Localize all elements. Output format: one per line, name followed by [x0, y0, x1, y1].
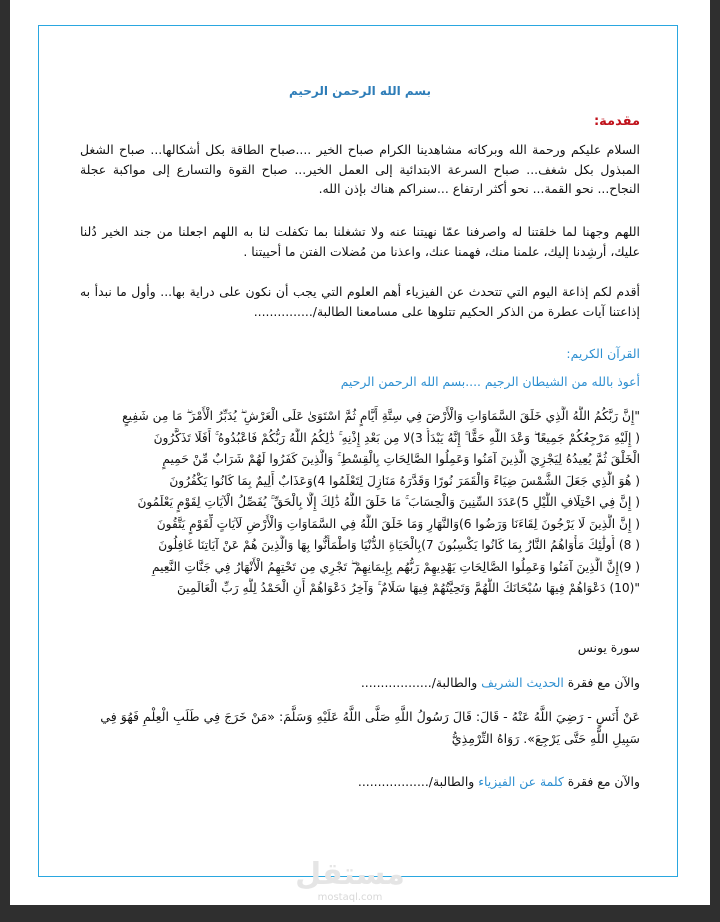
document-page — [10, 0, 710, 905]
verse-line: ( 8) أُولَٰئِكَ مَأْوَاهُمُ النَّارُ بِمَا كَانُوا يَكْسِبُونَ 7)بِالْحَيَاةِ الدُّنْيَا وَاطْمَأَنُّوا بِهَا وَالَّذِينَ هُمْ عَنْ آيَاتِنَا غَافِلُونَ — [158, 538, 640, 552]
verse-line: ( هُوَ الَّذِي جَعَلَ الشَّمْسَ ضِيَاءً وَالْقَمَرَ نُورًا وَقَدَّرَهُ مَنَازِلَ لِتَعْلَمُوا 4)وَعَذَابٌ أَلِيمٌ بِمَا كَانُوا يَكْفُرُونَ — [169, 473, 640, 488]
greeting-paragraph: السلام عليكم ورحمة الله وبركاته مشاهدينا الكرام صباح الخير ....صباح الطاقة بكل أشكالها... صباح الشغل المبذول بكل شغف... صباح السرعة الابتدائية إلى العمل الخير... صباح القوة والتسارع إلى مواكبة عجلة النجاح... نحو القمة... نحو أكثر ارتفاع ...سنراكم هناك بإذن الله. — [80, 142, 640, 196]
physics-intro-highlight: كلمة عن الفيزياء — [478, 774, 564, 789]
hadith-intro-suffix: والطالبة/.................. — [360, 675, 482, 690]
watermark-latin: mostaql.com — [317, 892, 383, 903]
verse-line: "(10) دَعْوَاهُمْ فِيهَا سُبْحَانَكَ اللَّهُمَّ وَتَحِيَّتُهُمْ فِيهَا سَلَامٌ ۚ وَآخِرُ دَعْوَاهُمْ أَنِ الْحَمْدُ لِلَّهِ رَبِّ الْعَالَمِينَ — [176, 581, 640, 595]
prayer-paragraph: اللهم وجهنا لما خلقتنا له واصرفنا عمّا نهيتنا عنه ولا تشغلنا بما تكفلت لنا به اللهم اجعلنا من جند الخير دُلنا عليك، أرشِدنا إليك، علمنا منك، فهمنا عنك، واعذنا من مُضلات الفتن ما أحييتنا . — [80, 224, 640, 259]
hadith-text: عَنْ أَنَسٍ - رَضِيَ اللَّهُ عَنْهُ - قَالَ: قَالَ رَسُولُ اللَّهِ صَلَّى اللَّهُ عَلَيْهِ وَسَلَّمَ: «مَنْ خَرَجَ فِي طَلَبِ الْعِلْمِ فَهُوَ فِي سَبِيلِ اللَّهِ حَتَّى يَرْجِعَ». رَوَاهُ التِّرْمِذِيُّ — [100, 709, 640, 746]
hadith-intro-line — [361, 675, 640, 690]
physics-intro-prefix: والآن مع فقرة — [563, 774, 640, 789]
presentation-paragraph: أقدم لكم إذاعة اليوم التي تتحدث عن الفيزياء أهم العلوم التي يجب أن نكون على دراية بها... وأول ما نبدأ به إذاعتنا آيات عطرة من الذكر الحكيم تتلوها على مسامعنا الطالبة/............... — [80, 284, 640, 319]
verse-line: ( إِلَيْهِ مَرْجِعُكُمْ جَمِيعًا ۖ وَعْدَ اللَّهِ حَقًّا ۚ إِنَّهُ يَبْدَأُ 3)لا مِن بَعْدِ إِذْنِهِ ۚ ذَٰلِكُمُ اللَّهُ رَبُّكُمْ فَاعْبُدُوهُ ۚ أَفَلَا تَذَكَّرُونَ — [153, 430, 640, 445]
physics-intro-suffix: والطالبة/.................. — [357, 774, 479, 789]
verse-line: ( إِنَّ الَّذِينَ لَا يَرْجُونَ لِقَاءَنَا وَرَضُوا 6)وَالنَّهَارِ وَمَا خَلَقَ اللَّهُ فِي السَّمَاوَاتِ وَالْأَرْضِ لَآيَاتٍ لِّقَوْمٍ يَتَّقُونَ — [156, 516, 640, 531]
quran-heading: القرآن الكريم: — [566, 346, 640, 361]
verse-line: الْخَلْقَ ثُمَّ يُعِيدُهُ لِيَجْزِيَ الَّذِينَ آمَنُوا وَعَمِلُوا الصَّالِحَاتِ بِالْقِسْطِ ۚ وَالَّذِينَ كَفَرُوا لَهُمْ شَرَابٌ مِّنْ حَمِيمٍ — [162, 452, 640, 466]
hadith-intro-prefix: والآن مع فقرة — [563, 675, 640, 690]
verse-line: ( 9)إِنَّ الَّذِينَ آمَنُوا وَعَمِلُوا الصَّالِحَاتِ يَهْدِيهِمْ رَبُّهُم بِإِيمَانِهِمْ ۖ تَجْرِي مِن تَحْتِهِمُ الْأَنْهَارُ فِي جَنَّاتِ النَّعِيمِ — [152, 559, 640, 574]
mostaql-watermark-logo — [290, 858, 410, 906]
intro-heading: مقدمة: — [593, 114, 640, 129]
watermark-arabic: مستقل — [295, 857, 405, 892]
quran-verses — [80, 406, 640, 600]
isti3adha-line: أعوذ بالله من الشيطان الرجيم ....بسم الله الرحمن الرحيم — [340, 374, 640, 389]
verse-line: "إِنَّ رَبَّكُمُ اللَّهُ الَّذِي خَلَقَ السَّمَاوَاتِ وَالْأَرْضَ فِي سِتَّةِ أَيَّامٍ ثُمَّ اسْتَوَىٰ عَلَى الْعَرْشِ ۖ يُدَبِّرُ الْأَمْرَ ۖ مَا مِن شَفِيعٍ — [122, 409, 640, 423]
verse-line: ( إِنَّ فِي اخْتِلَافِ اللَّيْلِ 5)عَدَدَ السِّنِينَ وَالْحِسَابَ ۚ مَا خَلَقَ اللَّهُ ذَٰلِكَ إِلَّا بِالْحَقِّ ۚ يُفَصِّلُ الْآيَاتِ لِقَوْمٍ يَعْلَمُونَ — [137, 495, 640, 509]
physics-intro-line — [358, 774, 640, 789]
basmala-title: بسم الله الرحمن الرحيم — [288, 84, 432, 98]
surah-name: سورة يونس — [577, 640, 640, 655]
hadith-intro-highlight: الحديث الشريف — [481, 675, 564, 690]
